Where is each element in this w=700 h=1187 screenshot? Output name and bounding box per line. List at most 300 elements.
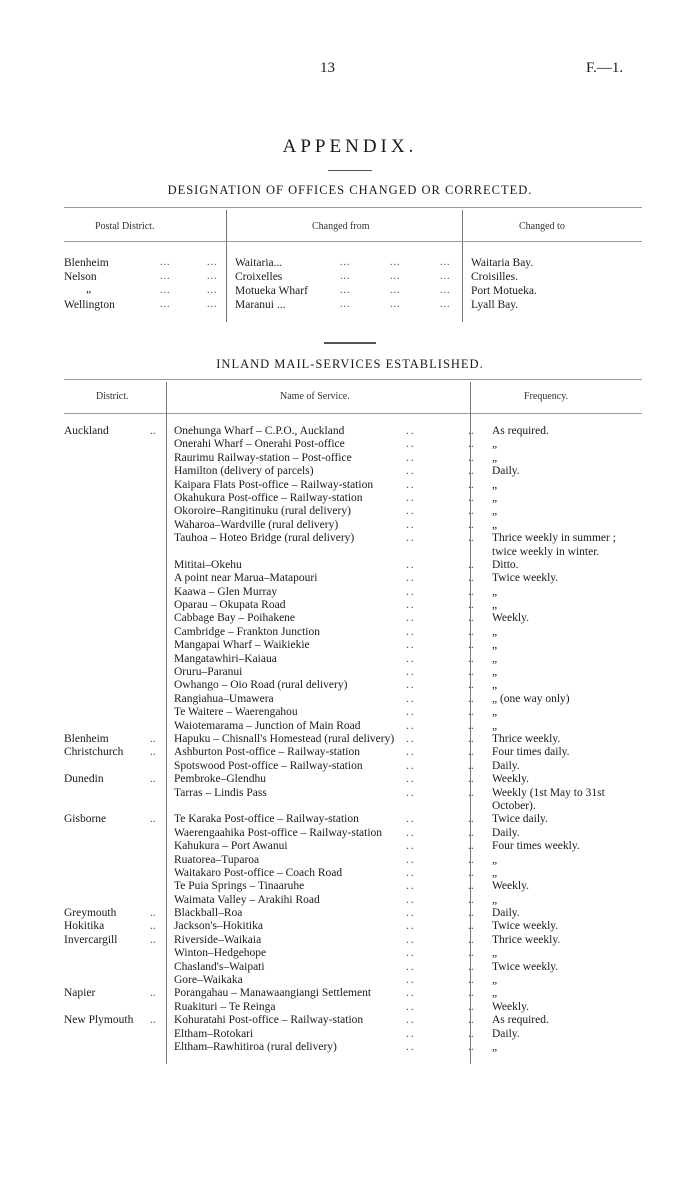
row-district-dots <box>150 492 166 505</box>
row-service-dots: .. <box>468 813 474 826</box>
row-district-dots <box>150 626 166 639</box>
row-service: Okoroire–Rangitinuku (rural delivery) <box>174 505 351 518</box>
row-service-dots: .. <box>406 478 416 491</box>
offices-row-dots: ... <box>160 271 171 282</box>
row-service-dots: .. <box>406 719 416 732</box>
row-district-dots <box>150 827 166 840</box>
row-service-dots: .. <box>406 893 416 906</box>
offices-header-rule <box>64 241 642 242</box>
row-service-dots: .. <box>406 666 416 679</box>
row-service: Kaipara Flats Post-office – Railway-station <box>174 478 374 491</box>
row-district <box>64 787 150 800</box>
row-service-dots: .. <box>468 933 474 946</box>
row-district <box>64 1041 150 1054</box>
row-frequency: Twice weekly. <box>492 920 559 933</box>
row-service-dots: .. <box>468 625 474 638</box>
offices-row-district: Blenheim <box>64 257 109 269</box>
row-district-dots: .. <box>150 987 156 1000</box>
table-row <box>64 961 616 974</box>
row-service-dots: .. <box>406 639 416 652</box>
page-title: APPENDIX. <box>282 136 418 157</box>
row-service-dots: .. <box>468 866 474 879</box>
offices-row-dots: ... <box>160 285 171 296</box>
table-row <box>64 1001 616 1014</box>
row-frequency: „ <box>492 491 498 504</box>
offices-row-dots: ... <box>340 257 351 268</box>
offices-row-dots: ... <box>207 299 218 310</box>
row-service: Waitakaro Post-office – Coach Road <box>174 866 343 879</box>
row-service: Chasland's–Waipati <box>174 960 265 973</box>
row-service-dots: .. <box>468 732 474 745</box>
table-row <box>64 639 616 652</box>
row-frequency: Daily. <box>492 907 520 920</box>
row-district <box>64 666 150 679</box>
row-frequency: twice weekly in winter. <box>492 545 600 558</box>
row-service-dots: .. <box>468 491 474 504</box>
row-district-dots <box>150 693 166 706</box>
row-district-dots: .. <box>150 746 156 759</box>
table-row <box>64 666 616 679</box>
row-service-dots: .. <box>468 706 474 719</box>
row-district-dots <box>150 854 166 867</box>
table-row <box>64 947 616 960</box>
row-service-dots <box>406 800 468 813</box>
row-service-dots <box>406 546 468 559</box>
offices-row-dots: ... <box>207 271 218 282</box>
row-service-dots: .. <box>468 478 474 491</box>
row-service-dots: .. <box>468 425 474 437</box>
row-district: Invercargill <box>64 933 118 946</box>
offices-row-to: Port Motueka. <box>471 285 537 297</box>
row-frequency: „ <box>492 706 498 719</box>
row-frequency: Weekly. <box>492 1000 529 1013</box>
table-row <box>64 452 616 465</box>
offices-row-dots: ... <box>340 299 351 310</box>
row-service: Te Karaka Post-office – Railway-station <box>174 813 359 826</box>
row-service-dots: .. <box>406 1027 416 1040</box>
offices-row-dots: ... <box>340 285 351 296</box>
table-row <box>64 746 616 759</box>
row-service-dots: .. <box>468 599 474 612</box>
offices-row-dots: ... <box>440 271 451 282</box>
row-frequency: As required. <box>492 425 549 437</box>
table-row <box>64 867 616 880</box>
offices-col-divider-1 <box>226 210 227 322</box>
row-district-dots: .. <box>150 773 156 786</box>
offices-row-dots: ... <box>160 299 171 310</box>
row-service-dots: .. <box>468 639 474 652</box>
row-district-dots <box>150 559 166 572</box>
row-service-dots: .. <box>468 465 474 478</box>
row-frequency: Daily. <box>492 826 520 839</box>
row-frequency: „ <box>492 853 498 866</box>
row-service-dots: .. <box>468 692 474 705</box>
row-district-dots: .. <box>150 1014 156 1027</box>
row-service-dots: .. <box>406 652 416 665</box>
row-service-dots: .. <box>406 786 416 799</box>
row-frequency: Thrice weekly. <box>492 933 561 946</box>
row-frequency: Thrice weekly in summer ; <box>492 532 616 545</box>
offices-row-dots: ... <box>390 299 401 310</box>
row-service-dots: .. <box>468 518 474 531</box>
row-service-dots: .. <box>406 853 416 866</box>
row-district-dots <box>150 666 166 679</box>
row-service-dots: .. <box>468 853 474 866</box>
row-district-dots <box>150 546 166 559</box>
row-district-dots <box>150 706 166 719</box>
row-district <box>64 974 150 987</box>
inland-col-service: Name of Service. <box>280 391 350 402</box>
row-service-dots: .. <box>468 505 474 518</box>
inland-heading: INLAND MAIL-SERVICES ESTABLISHED. <box>216 357 484 371</box>
table-row <box>64 934 616 947</box>
row-service-dots: .. <box>468 532 474 545</box>
row-district: Gisborne <box>64 813 107 826</box>
row-district-dots <box>150 880 166 893</box>
offices-col-divider-2 <box>462 210 463 322</box>
row-service-dots: .. <box>406 880 416 893</box>
row-district <box>64 465 150 478</box>
row-service-dots: .. <box>468 612 474 625</box>
inland-table <box>64 425 616 1054</box>
table-row <box>64 1041 616 1054</box>
row-district <box>64 546 150 559</box>
row-district <box>64 599 150 612</box>
inland-top-rule <box>64 379 642 380</box>
offices-row-dots: ... <box>390 257 401 268</box>
row-service-dots: .. <box>468 719 474 732</box>
offices-row-dots: ... <box>440 285 451 296</box>
row-frequency: Weekly. <box>492 773 529 786</box>
row-district: Napier <box>64 987 96 1000</box>
table-row <box>64 854 616 867</box>
row-service-dots: .. <box>406 438 416 451</box>
row-service: Waerengaahika Post-office – Railway-station <box>174 826 383 839</box>
row-service-dots: .. <box>406 532 416 545</box>
inland-col-frequency: Frequency. <box>524 391 569 402</box>
table-row <box>64 465 616 478</box>
table-row <box>64 880 616 893</box>
row-service: Ashburton Post-office – Railway-station <box>174 746 360 759</box>
row-district-dots <box>150 452 166 465</box>
row-district <box>64 840 150 853</box>
row-service: Oruru–Paranui <box>174 666 243 679</box>
row-frequency: „ <box>492 478 498 491</box>
offices-row-dots: ... <box>440 299 451 310</box>
row-service-dots: .. <box>406 1040 416 1053</box>
row-service-dots: .. <box>406 706 416 719</box>
row-service-dots: .. <box>468 652 474 665</box>
row-frequency: Daily. <box>492 759 520 772</box>
row-district-dots: .. <box>150 933 156 946</box>
row-service-dots: .. <box>468 666 474 679</box>
table-row <box>64 679 616 692</box>
document-reference: F.—1. <box>586 60 624 76</box>
row-frequency: „ <box>492 518 498 531</box>
table-row <box>64 840 616 853</box>
row-district: Hokitika <box>64 920 105 933</box>
row-district-dots <box>150 720 166 733</box>
row-service-dots: .. <box>468 907 474 920</box>
row-district-dots: .. <box>150 907 156 920</box>
row-service-dots: .. <box>406 518 416 531</box>
offices-row-to: Waitaria Bay. <box>471 257 534 269</box>
row-service-dots: .. <box>406 505 416 518</box>
row-service-dots: .. <box>406 599 416 612</box>
row-service-dots: .. <box>406 451 416 464</box>
offices-heading: DESIGNATION OF OFFICES CHANGED OR CORRECTED. <box>167 183 533 197</box>
offices-row-dots: ... <box>160 257 171 268</box>
row-service-dots: .. <box>468 960 474 973</box>
row-district-dots: .. <box>150 425 156 437</box>
row-district <box>64 452 150 465</box>
row-service: Ruakituri – Te Reinga <box>174 1000 276 1013</box>
row-frequency: „ <box>492 652 498 665</box>
row-district <box>64 706 150 719</box>
row-service: Eltham–Rawhitiroa (rural delivery) <box>174 1040 337 1053</box>
table-row <box>64 532 616 545</box>
offices-row-from: Croixelles <box>235 271 283 283</box>
row-district <box>64 800 150 813</box>
row-service-dots <box>468 800 486 813</box>
offices-col-district: Postal District. <box>95 221 155 232</box>
row-service-dots: .. <box>468 746 474 759</box>
row-frequency: „ <box>492 947 498 960</box>
row-service-dots: .. <box>406 813 416 826</box>
row-service-dots: .. <box>406 746 416 759</box>
row-service-dots: .. <box>468 987 474 1000</box>
row-district <box>64 1028 150 1041</box>
row-service: Kahukura – Port Awanui <box>174 840 288 853</box>
table-row <box>64 492 616 505</box>
table-row <box>64 519 616 532</box>
offices-top-rule <box>64 207 642 208</box>
row-service-dots: .. <box>406 920 416 933</box>
row-service-dots: .. <box>468 558 474 571</box>
table-row <box>64 572 616 585</box>
table-row <box>64 773 616 786</box>
row-district <box>64 586 150 599</box>
row-service-dots: .. <box>406 558 416 571</box>
row-service: Hapuku – Chisnall's Homestead (rural delivery) <box>174 732 395 745</box>
row-service: Blackball–Roa <box>174 907 243 920</box>
row-service-dots: .. <box>406 987 416 1000</box>
row-service: Mangatawhiri–Kaiaua <box>174 652 277 665</box>
row-service: Te Waitere – Waerengahou <box>174 706 298 719</box>
table-row <box>64 586 616 599</box>
row-district-dots <box>150 586 166 599</box>
row-frequency: Four times weekly. <box>492 840 580 853</box>
row-frequency: „ <box>492 893 498 906</box>
row-district-dots <box>150 519 166 532</box>
row-service-dots: .. <box>406 947 416 960</box>
row-service-dots: .. <box>406 1000 416 1013</box>
title-rule <box>328 170 372 171</box>
row-district <box>64 559 150 572</box>
row-service: Mangapai Wharf – Waikiekie <box>174 639 310 652</box>
row-district-dots <box>150 947 166 960</box>
row-district <box>64 653 150 666</box>
row-service-dots: .. <box>406 840 416 853</box>
row-district <box>64 720 150 733</box>
row-district <box>64 894 150 907</box>
row-service-dots: .. <box>468 1014 474 1027</box>
row-district-dots <box>150 787 166 800</box>
row-frequency: „ <box>492 625 498 638</box>
table-row <box>64 787 616 800</box>
row-district <box>64 572 150 585</box>
row-district <box>64 679 150 692</box>
row-service-dots: .. <box>406 907 416 920</box>
row-frequency: „ (one way only) <box>492 692 570 705</box>
row-service-dots: .. <box>468 679 474 692</box>
row-service: Winton–Hedgehope <box>174 947 267 960</box>
table-row <box>64 559 616 572</box>
table-row <box>64 827 616 840</box>
row-district-dots <box>150 961 166 974</box>
row-district-dots <box>150 599 166 612</box>
row-frequency: Weekly. <box>492 612 529 625</box>
row-service-dots: .. <box>468 759 474 772</box>
page-number: 13 <box>320 60 335 76</box>
row-service: Te Puia Springs – Tinaaruhe <box>174 880 305 893</box>
table-row <box>64 425 616 438</box>
table-row <box>64 800 616 813</box>
row-district-dots <box>150 867 166 880</box>
row-frequency: October). <box>492 799 536 812</box>
row-service-dots <box>468 546 486 559</box>
row-service: Onerahi Wharf – Onerahi Post-office <box>174 438 345 451</box>
row-service-dots: .. <box>468 974 474 987</box>
row-service-dots: .. <box>468 893 474 906</box>
row-service: Tarras – Lindis Pass <box>174 786 267 799</box>
row-service: Eltham–Rotokari <box>174 1027 254 1040</box>
row-district-dots <box>150 974 166 987</box>
row-service: Cabbage Bay – Poihakene <box>174 612 296 625</box>
row-service: Kohuratahi Post-office – Railway-station <box>174 1014 364 1027</box>
row-service: Onehunga Wharf – C.P.O., Auckland <box>174 425 345 437</box>
row-frequency: „ <box>492 866 498 879</box>
row-district <box>64 505 150 518</box>
row-district <box>64 880 150 893</box>
table-row <box>64 1014 616 1027</box>
row-service-dots: .. <box>468 1027 474 1040</box>
row-service-dots: .. <box>468 438 474 451</box>
row-district <box>64 827 150 840</box>
row-district-dots <box>150 679 166 692</box>
row-service-dots: .. <box>468 572 474 585</box>
row-service-dots: .. <box>468 840 474 853</box>
table-row <box>64 733 616 746</box>
row-service-dots: .. <box>468 773 474 786</box>
row-frequency: „ <box>492 505 498 518</box>
offices-row-district: Wellington <box>64 299 115 311</box>
row-district-dots <box>150 840 166 853</box>
row-service-dots: .. <box>406 585 416 598</box>
row-district: New Plymouth <box>64 1014 134 1027</box>
table-row <box>64 720 616 733</box>
row-service-dots: .. <box>406 612 416 625</box>
row-district-dots <box>150 572 166 585</box>
row-service-dots: .. <box>406 974 416 987</box>
row-service-dots: .. <box>468 1040 474 1053</box>
row-district <box>64 438 150 451</box>
row-district-dots <box>150 438 166 451</box>
row-district: Christchurch <box>64 746 124 759</box>
row-district: Blenheim <box>64 732 109 745</box>
table-row <box>64 760 616 773</box>
row-district <box>64 961 150 974</box>
row-service: Tauhoa – Hoteo Bridge (rural delivery) <box>174 532 355 545</box>
row-service: Rangiahua–Umawera <box>174 692 274 705</box>
table-row <box>64 706 616 719</box>
offices-row-from: Waitaria... <box>235 257 283 269</box>
offices-row-from: Motueka Wharf <box>235 285 308 297</box>
row-frequency: Weekly (1st May to 31st <box>492 786 605 799</box>
row-district <box>64 1001 150 1014</box>
row-service <box>166 800 406 813</box>
row-district <box>64 760 150 773</box>
row-service-dots: .. <box>406 465 416 478</box>
row-district <box>64 947 150 960</box>
row-service-dots: .. <box>468 826 474 839</box>
row-district-dots <box>150 1041 166 1054</box>
offices-row-dots: ... <box>207 257 218 268</box>
row-frequency: „ <box>492 719 498 732</box>
row-district-dots <box>150 760 166 773</box>
table-row <box>64 987 616 1000</box>
row-service <box>166 546 406 559</box>
row-district-dots <box>150 532 166 545</box>
row-service-dots: .. <box>406 826 416 839</box>
offices-row-dots: ... <box>440 257 451 268</box>
inland-header-rule <box>64 413 642 414</box>
row-frequency: „ <box>492 987 498 1000</box>
row-district-dots: .. <box>150 813 156 826</box>
row-service: Pembroke–Glendhu <box>174 773 266 786</box>
row-service-dots: .. <box>406 679 416 692</box>
row-district <box>64 612 150 625</box>
row-service-dots: .. <box>468 880 474 893</box>
row-service: Spotswood Post-office – Railway-station <box>174 759 363 772</box>
table-row <box>64 974 616 987</box>
table-row <box>64 438 616 451</box>
row-district-dots <box>150 800 166 813</box>
row-frequency: Ditto. <box>492 558 519 571</box>
row-district <box>64 693 150 706</box>
row-district-dots <box>150 465 166 478</box>
row-service: Oparau – Okupata Road <box>174 599 286 612</box>
row-frequency: Daily. <box>492 465 520 478</box>
row-frequency: „ <box>492 438 498 451</box>
table-row <box>64 693 616 706</box>
row-district-dots <box>150 1001 166 1014</box>
row-frequency: „ <box>492 585 498 598</box>
offices-row-to: Lyall Bay. <box>471 299 519 311</box>
table-row <box>64 920 616 933</box>
row-service-dots: .. <box>468 920 474 933</box>
row-district-dots <box>150 612 166 625</box>
table-row <box>64 653 616 666</box>
row-service-dots: .. <box>406 866 416 879</box>
row-frequency: „ <box>492 1040 498 1053</box>
offices-col-to: Changed to <box>519 221 565 232</box>
row-district <box>64 532 150 545</box>
row-service-dots: .. <box>468 786 474 799</box>
row-district <box>64 626 150 639</box>
row-frequency: Thrice weekly. <box>492 732 561 745</box>
row-district-dots <box>150 505 166 518</box>
